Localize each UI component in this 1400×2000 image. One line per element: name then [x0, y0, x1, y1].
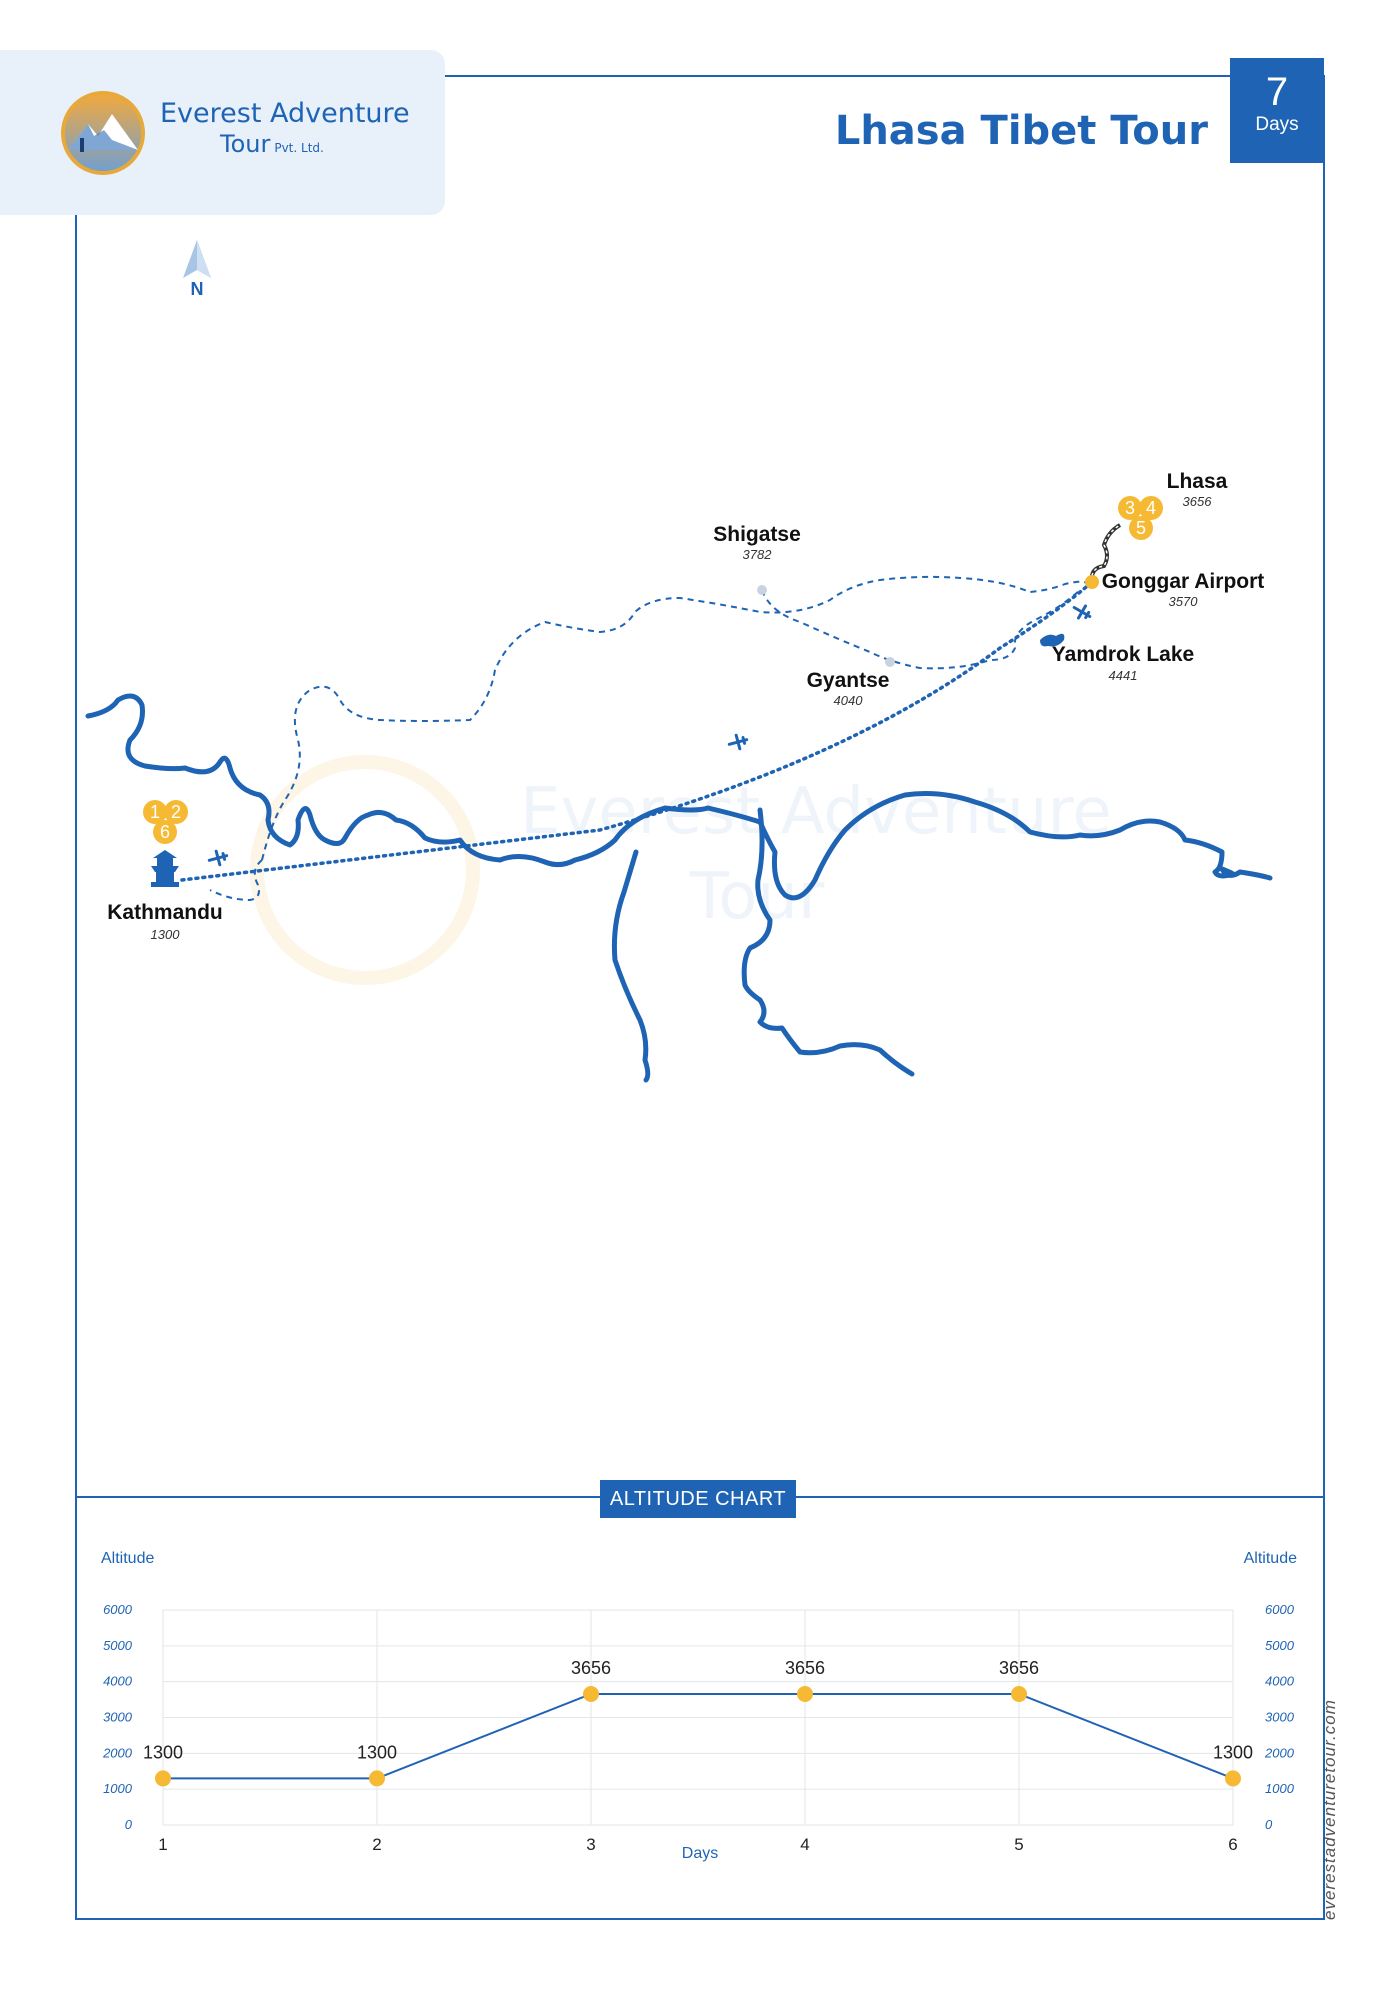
place-altitude: 3782: [742, 547, 772, 562]
place-altitude: 4040: [833, 693, 863, 708]
y-tick-label: 2000: [1265, 1745, 1294, 1761]
data-label: 3656: [998, 1657, 1040, 1678]
place-altitude: 3656: [1182, 494, 1212, 509]
data-label: 3656: [784, 1657, 826, 1678]
place-name: Lhasa: [1166, 470, 1228, 493]
kathmandu-stops: [143, 800, 188, 844]
temple-icon: [151, 850, 179, 887]
river-south-1: [614, 852, 647, 1080]
gyantse-dot: [885, 657, 895, 667]
brand-tour-word: Tour: [220, 130, 271, 158]
place-name: Kathmandu: [107, 901, 223, 924]
stop-number: 1: [149, 802, 161, 822]
series-line: [163, 1694, 1233, 1778]
place-name: Yamdrok Lake: [1051, 643, 1195, 666]
plane-icon-1: [207, 849, 228, 867]
stop-number: 3: [1124, 498, 1136, 518]
y-tick-label: 5000: [1265, 1637, 1294, 1653]
chart-ylabel-right: Altitude: [1243, 1550, 1297, 1567]
place-altitude: 3570: [1168, 594, 1198, 609]
y-tick-label: 5000: [103, 1637, 132, 1653]
place-altitude: 4441: [1108, 668, 1138, 683]
plane-icon-2: [727, 733, 748, 751]
y-tick-label: 0: [1265, 1817, 1273, 1832]
river-lines: [88, 696, 1270, 1080]
data-label: 1300: [1212, 1742, 1254, 1763]
brand-suffix: Pvt. Ltd.: [274, 141, 324, 155]
page-title: Lhasa Tibet Tour: [834, 108, 1208, 154]
y-tick-label: 3000: [1265, 1709, 1294, 1725]
x-tick-label: 3: [586, 1835, 596, 1854]
y-tick-label: 1000: [1265, 1781, 1294, 1797]
y-tick-label: 0: [124, 1817, 132, 1832]
road-gyantse: [762, 590, 1080, 668]
place-labels: [107, 470, 1264, 942]
stop-number: 6: [159, 822, 171, 842]
duration-label: Days: [1255, 114, 1299, 135]
y-tick-label: 1000: [103, 1781, 132, 1797]
chart-ylabel-left: Altitude: [101, 1550, 155, 1567]
north-arrow-icon: [183, 240, 211, 278]
brand-name: Everest Adventure: [160, 98, 410, 129]
data-point: [583, 1686, 599, 1702]
road-route: [210, 577, 1090, 900]
gonggar-dot: [1085, 575, 1099, 589]
y-tick-label: 3000: [103, 1709, 132, 1725]
y-tick-label: 2000: [103, 1745, 132, 1761]
place-name: Shigatse: [713, 523, 801, 546]
lhasa-stops: [1118, 496, 1163, 540]
stop-number: 2: [170, 802, 182, 822]
shigatse-dot: [757, 585, 767, 595]
road-southwest: [210, 860, 262, 900]
altitude-chart-heading: ALTITUDE CHART: [600, 1480, 796, 1518]
watermark-text: Everest Adventure: [520, 775, 1112, 849]
chart-axis-titles: [101, 1550, 1297, 1862]
data-point: [155, 1770, 171, 1786]
x-tick-label: 2: [372, 1835, 382, 1854]
watermark-text: Tour: [690, 860, 825, 934]
data-label: 1300: [356, 1742, 398, 1763]
x-tick-label: 6: [1228, 1835, 1238, 1854]
plane-icon-3: [1071, 601, 1094, 622]
data-point: [369, 1770, 385, 1786]
place-name: Gonggar Airport: [1101, 570, 1265, 593]
altitude-chart: [102, 1602, 1295, 1854]
duration-number: 7: [1265, 70, 1289, 114]
y-tick-label: 6000: [103, 1602, 132, 1617]
chart-xlabel: Days: [681, 1845, 719, 1862]
data-label: 3656: [570, 1657, 612, 1678]
place-altitude: 1300: [150, 927, 180, 942]
stop-number: 5: [1135, 518, 1147, 538]
compass-label: N: [190, 279, 204, 299]
x-tick-label: 5: [1014, 1835, 1024, 1854]
y-tick-label: 6000: [1265, 1602, 1294, 1617]
y-tick-label: 4000: [1265, 1673, 1294, 1689]
x-tick-label: 4: [800, 1835, 810, 1854]
data-point: [1225, 1770, 1241, 1786]
data-point: [797, 1686, 813, 1702]
data-label: 1300: [142, 1742, 184, 1763]
y-tick-label: 4000: [103, 1673, 132, 1689]
stop-number: 4: [1145, 498, 1157, 518]
x-tick-label: 1: [158, 1835, 168, 1854]
data-point: [1011, 1686, 1027, 1702]
website-url[interactable]: everestadventuretour.com: [1320, 1699, 1339, 1920]
place-name: Gyantse: [806, 669, 890, 692]
